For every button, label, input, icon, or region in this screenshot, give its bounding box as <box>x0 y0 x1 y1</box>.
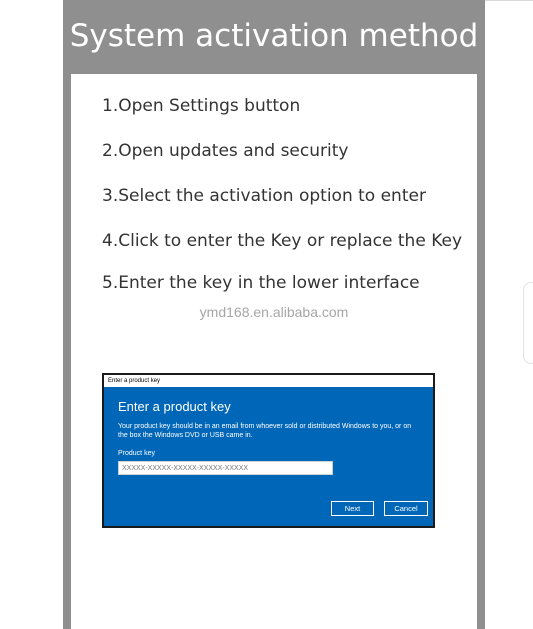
page-title: System activation method <box>69 18 479 54</box>
activation-card <box>63 0 485 629</box>
product-key-input[interactable] <box>118 461 333 475</box>
instructions-panel <box>71 74 477 629</box>
step-4: 4.Click to enter the Key or replace the Key <box>102 231 463 251</box>
dialog-heading: Enter a product key <box>118 399 231 414</box>
product-key-label: Product key <box>118 450 155 457</box>
dialog-titlebar: Enter a product key <box>104 375 433 387</box>
next-button[interactable]: Next <box>331 501 374 516</box>
top-right-divider <box>485 0 533 1</box>
side-scroll-tab[interactable] <box>523 282 533 364</box>
product-key-dialog <box>102 373 435 528</box>
step-2: 2.Open updates and security <box>102 141 349 161</box>
step-1: 1.Open Settings button <box>102 96 301 116</box>
step-3: 3.Select the activation option to enter <box>102 186 426 206</box>
step-5: 5.Enter the key in the lower interface <box>102 273 420 293</box>
dialog-description: Your product key should be in an email from whoever sold or distributed Windows to you, or on the box the Windows DVD or USB came in. <box>118 423 412 439</box>
watermark: ymd168.en.alibaba.com <box>199 304 349 320</box>
cancel-button[interactable]: Cancel <box>384 501 428 516</box>
